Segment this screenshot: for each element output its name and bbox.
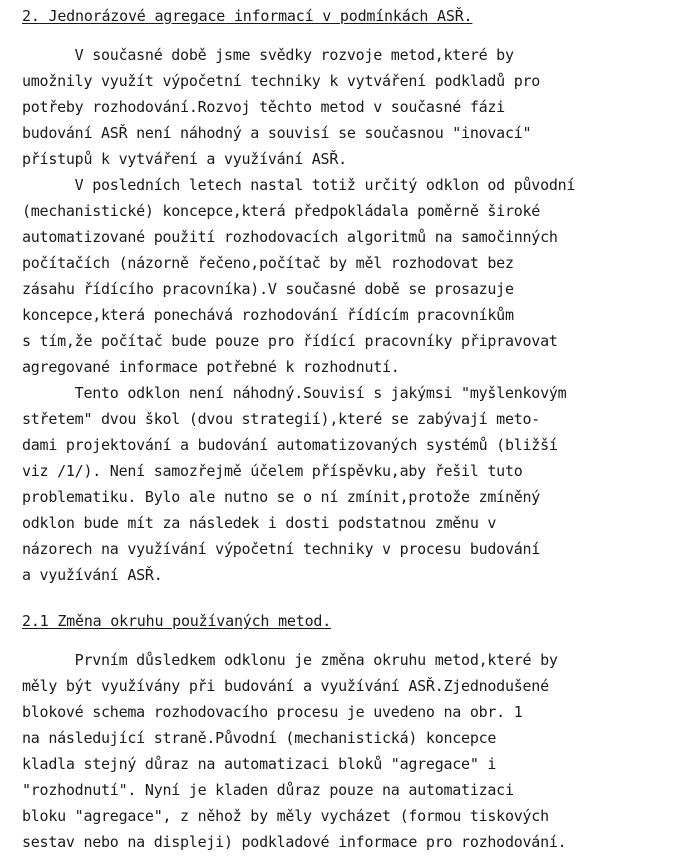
paragraph-line: přístupů k vytváření a využívání ASŘ.	[22, 150, 347, 168]
paragraph-line: střetem" dvou škol (dvou strategií),které se zabývají meto-	[22, 410, 541, 428]
paragraph-line: zásahu řídícího pracovníka).V současné době se prosazuje	[22, 280, 514, 298]
paragraph-line: a využívání ASŘ.	[22, 566, 163, 584]
section-heading-2: 2. Jednorázové agregace informací v podmínkách ASŘ.	[22, 7, 473, 25]
paragraph-line: potřeby rozhodování.Rozvoj těchto metod v současné fázi	[22, 98, 505, 116]
paragraph-line: názorech na využívání výpočetní techniky v procesu budování	[22, 540, 541, 558]
section-heading-2-1: 2.1 Změna okruhu používaných metod.	[22, 612, 332, 630]
paragraph-line: odklon bude mít za následek i dosti podstatnou změnu v	[22, 514, 497, 532]
paragraph-line: umožnily využít výpočetní techniky k vytváření podkladů pro	[22, 72, 541, 90]
paragraph-line: (mechanistické) koncepce,která předpokládala poměrně široké	[22, 202, 541, 220]
paragraph-line: na následující straně.Původní (mechanistická) koncepce	[22, 729, 497, 747]
paragraph-line: sestav nebo na displeji) podkladové informace pro rozhodování.	[22, 833, 567, 851]
paragraph-line: V současné době jsme svědky rozvoje metod,které by	[22, 46, 514, 64]
paragraph-line: problematiku. Bylo ale nutno se o ní zmínit,protože zmíněný	[22, 488, 541, 506]
paragraph-line: koncepce,která ponechává rozhodování řídícím pracovníkům	[22, 306, 514, 324]
paragraph-line: kladla stejný důraz na automatizaci bloků "agregace" i	[22, 755, 497, 773]
paragraph-line: s tím,že počítač bude pouze pro řídící pracovníky připravovat	[22, 332, 558, 350]
paragraph-line: V posledních letech nastal totiž určitý odklon od původní	[22, 176, 576, 194]
paragraph-line: automatizované použití rozhodovacích algoritmů na samočinných	[22, 228, 558, 246]
paragraph-line: bloku "agregace", z něhož by měly vycházet (formou tiskových	[22, 807, 549, 825]
paragraph-line: viz /1/). Není samozřejmě účelem příspěvku,aby řešil tuto	[22, 462, 523, 480]
paragraph-line: budování ASŘ není náhodný a souvisí se současnou "inovací"	[22, 124, 532, 142]
paragraph-line: Prvním důsledkem odklonu je změna okruhu metod,které by	[22, 651, 558, 669]
paragraph-line: měly být využívány při budování a využívání ASŘ.Zjednodušené	[22, 677, 549, 695]
paragraph-line: Tento odklon není náhodný.Souvisí s jakýmsi "myšlenkovým	[22, 384, 567, 402]
paragraph-line: počítačích (názorně řečeno,počítač by měl rozhodovat bez	[22, 254, 514, 272]
paragraph-line: blokové schema rozhodovacího procesu je uvedeno na obr. 1	[22, 703, 523, 721]
paragraph-line: dami projektování a budování automatizovaných systémů (bližší	[22, 436, 558, 454]
paragraph-line: "rozhodnutí". Nyní je kladen důraz pouze na automatizaci	[22, 781, 514, 799]
paragraph-line: agregované informace potřebné k rozhodnutí.	[22, 358, 400, 376]
